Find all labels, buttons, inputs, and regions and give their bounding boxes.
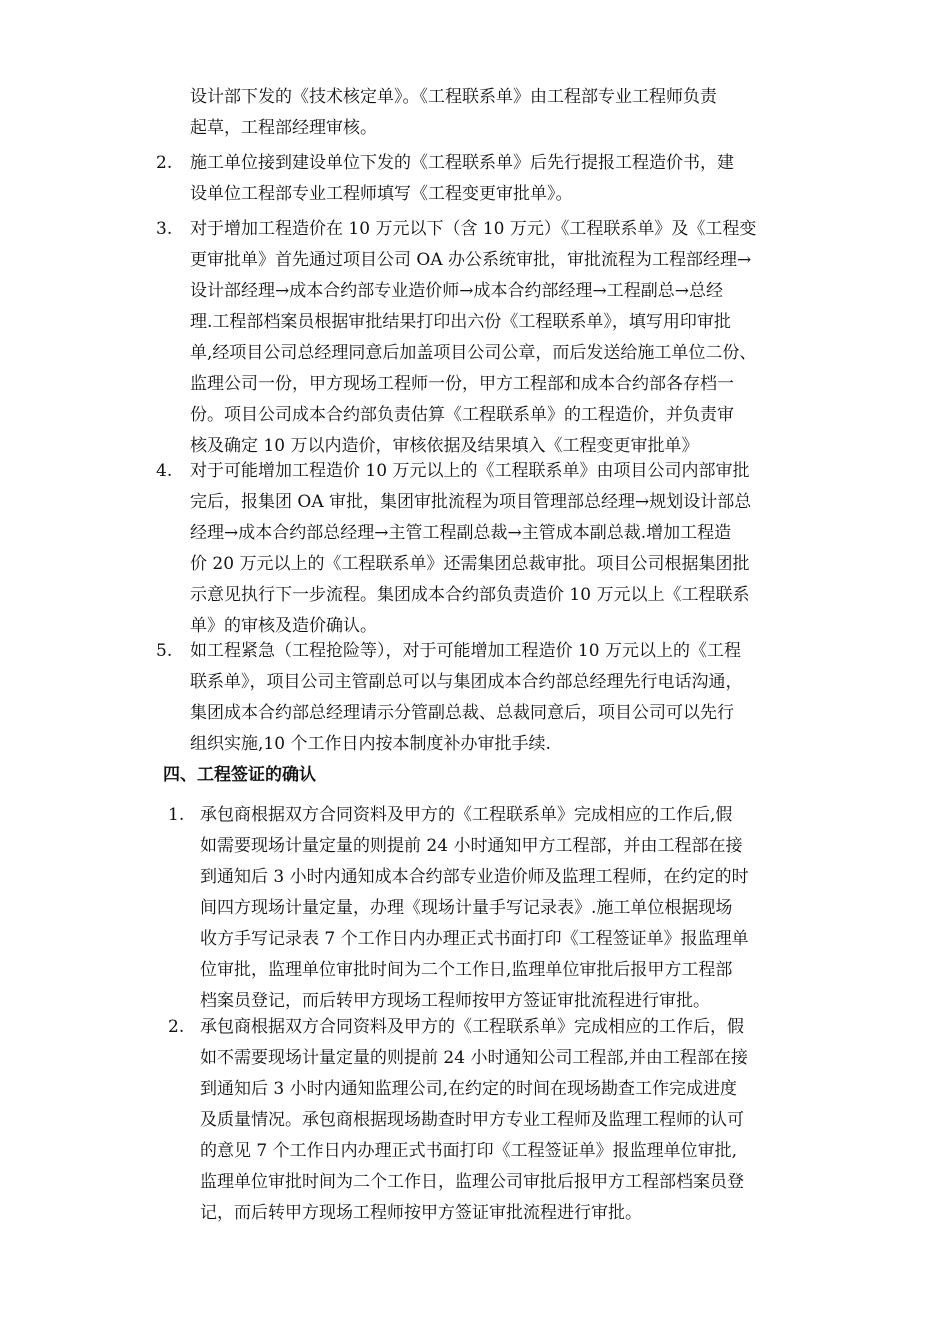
paragraph-line: 起草，工程部经理审核。 [190,118,377,138]
paragraph-line: 位审批，监理单位审批时间为二个工作日,监理单位审批后报甲方工程部 [200,960,733,980]
paragraph-line: 联系单》，项目公司主管副总可以与集团成本合约部总经理先行电话沟通， [190,672,743,692]
paragraph-line: 如需要现场计量定量的则提前 24 小时通知甲方工程部，并由工程部在接 [200,836,743,856]
paragraph-line: 间四方现场计量定量，办理《现场计量手写记录表》.施工单位根据现场 [200,898,733,918]
paragraph-line: 示意见执行下一步流程。集团成本合约部负责造价 10 万元以上《工程联系 [190,585,750,605]
paragraph-line: 承包商根据双方合同资料及甲方的《工程联系单》完成相应的工作后，假 [200,1017,744,1037]
list-number: 3. [156,219,173,239]
list-number: 2. [168,1017,185,1037]
section-heading: 四、工程签证的确认 [163,765,316,785]
paragraph-line: 如不需要现场计量定量的则提前 24 小时通知公司工程部,并由工程部在接 [200,1048,748,1068]
paragraph-line: 承包商根据双方合同资料及甲方的《工程联系单》完成相应的工作后,假 [200,805,733,825]
list-number: 2. [156,153,173,173]
list-item-text [190,214,830,462]
paragraph-line: 更审批单》首先通过项目公司 OA 办公系统审批，审批流程为工程部经理→ [190,250,752,270]
paragraph-line: 如工程紧急（工程抢险等），对于可能增加工程造价 10 万元以上的《工程 [190,641,741,661]
list-item-text [200,1012,830,1229]
paragraph-line: 价 20 万元以上的《工程联系单》还需集团总裁审批。项目公司根据集团批 [190,554,750,574]
list-number: 4. [156,461,173,481]
paragraph-line: 核及确定 10 万以内造价，审核依据及结果填入《工程变更审批单》 [190,436,699,456]
list-item-text [190,636,830,760]
list-item-text [190,456,830,642]
paragraph-line: 单,经项目公司总经理同意后加盖项目公司公章，而后发送给施工单位二份、 [190,343,757,363]
paragraph-line: 到通知后 3 小时内通知成本合约部专业造价师及监理工程师，在约定的时 [200,867,749,887]
paragraph-line: 单》的审核及造价确认。 [190,616,377,636]
paragraph-line: 理.工程部档案员根据审批结果打印出六份《工程联系单》，填写用印审批 [190,312,731,332]
paragraph-line: 对于可能增加工程造价 10 万元以上的《工程联系单》由项目公司内部审批 [190,461,750,481]
paragraph-line: 对于增加工程造价在 10 万元以下（含 10 万元）《工程联系单》及《工程变 [190,219,757,239]
list-number: 1. [168,805,185,825]
paragraph-line: 监理公司一份，甲方现场工程师一份，甲方工程部和成本合约部各存档一 [190,374,734,394]
list-number: 5. [156,641,173,661]
paragraph-line: 设计部下发的《技术核定单》。《工程联系单》由工程部专业工程师负责 [190,87,717,107]
paragraph-line: 集团成本合约部总经理请示分管副总裁、总裁同意后，项目公司可以先行 [190,703,734,723]
paragraph-line: 施工单位接到建设单位下发的《工程联系单》后先行提报工程造价书，建 [190,153,734,173]
paragraph-line: 到通知后 3 小时内通知监理公司,在约定的时间在现场勘查工作完成进度 [200,1079,738,1099]
paragraph-line: 档案员登记，而后转甲方现场工程师按甲方签证审批流程进行审批。 [200,991,710,1011]
paragraph-line: 设单位工程部专业工程师填写《工程变更审批单》。 [190,184,573,204]
paragraph-line: 收方手写记录表 7 个工作日内办理正式书面打印《工程签证单》报监理单 [200,929,749,949]
paragraph-line: 设计部经理→成本合约部专业造价师→成本合约部经理→工程副总→总经 [190,281,723,301]
paragraph-line: 监理单位审批时间为二个工作日，监理公司审批后报甲方工程部档案员登 [200,1172,744,1192]
paragraph-line: 组织实施,10 个工作日内按本制度补办审批手续. [190,734,551,754]
continuation-paragraph [190,82,830,144]
paragraph-line: 经理→成本合约部总经理→主管工程副总裁→主管成本副总裁.增加工程造 [190,523,732,543]
list-item-text [200,800,830,1017]
paragraph-line: 份。项目公司成本合约部负责估算《工程联系单》的工程造价，并负责审 [190,405,734,425]
paragraph-line: 的意见 7 个工作日内办理正式书面打印《工程签证单》报监理单位审批, [200,1141,738,1161]
list-item-text [190,148,830,210]
paragraph-line: 记，而后转甲方现场工程师按甲方签证审批流程进行审批。 [200,1203,642,1223]
paragraph-line: 完后，报集团 OA 审批，集团审批流程为项目管理部总经理→规划设计部总 [190,492,752,512]
paragraph-line: 及质量情况。承包商根据现场勘查时甲方专业工程师及监理工程师的认可 [200,1110,744,1130]
